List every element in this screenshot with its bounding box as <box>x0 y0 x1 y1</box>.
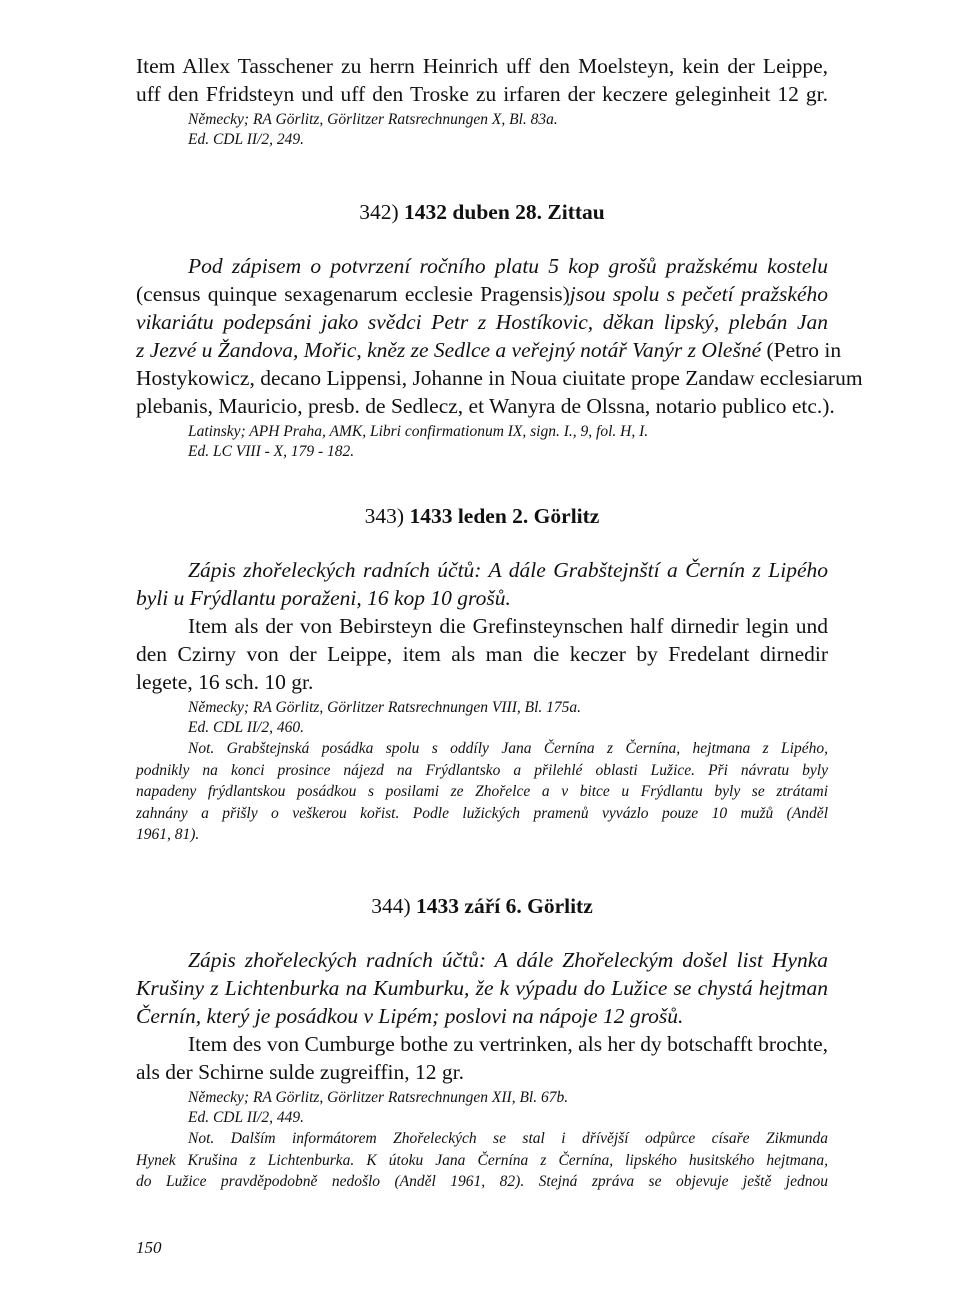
german-line: uff den Ffridsteyn und uff den Troske zu irfaren der keczere geleginheit 12 gr. <box>136 82 828 106</box>
note-line: do Lužice pravděpodobně nedošlo (Anděl 1961, 82). Stejná zpráva se objevuje ještě jednou <box>136 1173 828 1190</box>
entry-date-place: 1433 leden 2. Görlitz <box>409 504 600 528</box>
regest-line: z Jezvé u Žandova, Mořic, kněz ze Sedlce a veřejný notář Vanýr z Olešné (Petro in <box>136 338 842 362</box>
entry-number: 343) <box>364 504 405 528</box>
entry-number: 342) <box>359 200 399 224</box>
edition-reference: Ed. CDL II/2, 460. <box>188 719 304 736</box>
regest-line: vikariátu podepsáni jako svědci Petr z Hostíkovic, děkan lipský, plebán Jan <box>136 310 828 334</box>
note-line: Not. Dalším informátorem Zhořeleckých se stal i dřívější odpůrce císaře Zikmunda <box>188 1130 828 1147</box>
entry-heading-344 <box>136 892 828 920</box>
entry-heading-342 <box>136 198 828 226</box>
czech-summary-line: Krušiny z Lichtenburka na Kumburku, že k výpadu do Lužice se chystá hejtman <box>136 976 828 1000</box>
german-line: den Czirny von der Leippe, item als man die keczer by Fredelant dirnedir <box>136 642 828 666</box>
regest-line: plebanis, Mauricio, presb. de Sedlecz, et Wanyra de Olssna, notario publico etc.). <box>136 394 835 418</box>
entry-344 <box>136 946 828 1193</box>
entry-date-place: 1432 duben 28. Zittau <box>404 200 605 224</box>
note-line: podnikly na konci prosince nájezd na Frýdlantsko a přilehlé oblasti Lužice. Při návratu byly <box>136 761 828 779</box>
entry-343 <box>136 556 828 846</box>
note-line: 1961, 81). <box>136 826 200 843</box>
german-line: Item Allex Tasschener zu herrn Heinrich uff den Moelsteyn, kein der Leippe, <box>136 54 828 78</box>
source-reference: Německy; RA Görlitz, Görlitzer Ratsrechnungen XII, Bl. 67b. <box>188 1089 569 1106</box>
german-line: legete, 16 sch. 10 gr. <box>136 670 314 694</box>
entry-number: 344) <box>371 894 411 918</box>
note-line: zahnány a přišly o veškerou kořist. Podle lužických pramenů vyvázlo pouze 10 mužů (Anděl <box>136 804 828 822</box>
source-reference: Německy; RA Görlitz, Görlitzer Ratsrechnungen VIII, Bl. 175a. <box>188 699 582 716</box>
czech-summary-line: byli u Frýdlantu poraženi, 16 kop 10 grošů. <box>136 586 511 610</box>
regest-line: Hostykowicz, decano Lippensi, Johanne in Noua ciuitate prope Zandaw ecclesiarum <box>136 366 863 390</box>
note-line: napadeny frýdlantskou posádkou s posilami ze Zhořelce a v bitce u Frýdlantu byly se ztrátami <box>136 783 828 800</box>
edition-reference: Ed. CDL II/2, 249. <box>188 131 304 148</box>
german-line: Item als der von Bebirsteyn die Grefinsteynschen half dirnedir legin und <box>188 614 828 638</box>
czech-summary-line: Zápis zhořeleckých radních účtů: A dále Grabštejnští a Černín z Lipého <box>188 558 828 582</box>
note-line: Hynek Krušina z Lichtenburka. K útoku Jana Černína z Černína, lipského husitského hejtmana, <box>136 1151 828 1169</box>
entry-date-place: 1433 září 6. Görlitz <box>416 894 593 918</box>
german-line: Item des von Cumburge bothe zu vertrinken, als her dy botschafft brochte, <box>188 1032 828 1056</box>
edition-reference: Ed. CDL II/2, 449. <box>188 1109 304 1126</box>
czech-summary-line: Černín, který je posádkou v Lipém; poslovi na nápoje 12 grošů. <box>136 1004 684 1028</box>
entry-continuation <box>136 52 828 150</box>
german-line: als der Schirne sulde zugreiffin, 12 gr. <box>136 1060 464 1084</box>
note-line: Not. Grabštejnská posádka spolu s oddíly Jana Černína z Černína, hejtmana z Lipého, <box>188 740 828 757</box>
regest-line: (census quinque sexagenarum ecclesie Pragensis)jsou spolu s pečetí pražského <box>136 282 829 306</box>
source-reference: Německy; RA Görlitz, Görlitzer Ratsrechnungen X, Bl. 83a. <box>188 111 558 128</box>
entry-heading-343 <box>136 502 828 530</box>
entry-342 <box>136 252 863 462</box>
source-reference: Latinsky; APH Praha, AMK, Libri confirmationum IX, sign. I., 9, fol. H, I. <box>188 423 649 440</box>
regest-line: Pod zápisem o potvrzení ročního platu 5 kop grošů pražskému kostelu <box>188 254 828 278</box>
edition-reference: Ed. LC VIII - X, 179 - 182. <box>188 443 355 460</box>
page-number: 150 <box>136 1238 162 1257</box>
czech-summary-line: Zápis zhořeleckých radních účtů: A dále Zhořeleckým došel list Hynka <box>188 948 828 972</box>
